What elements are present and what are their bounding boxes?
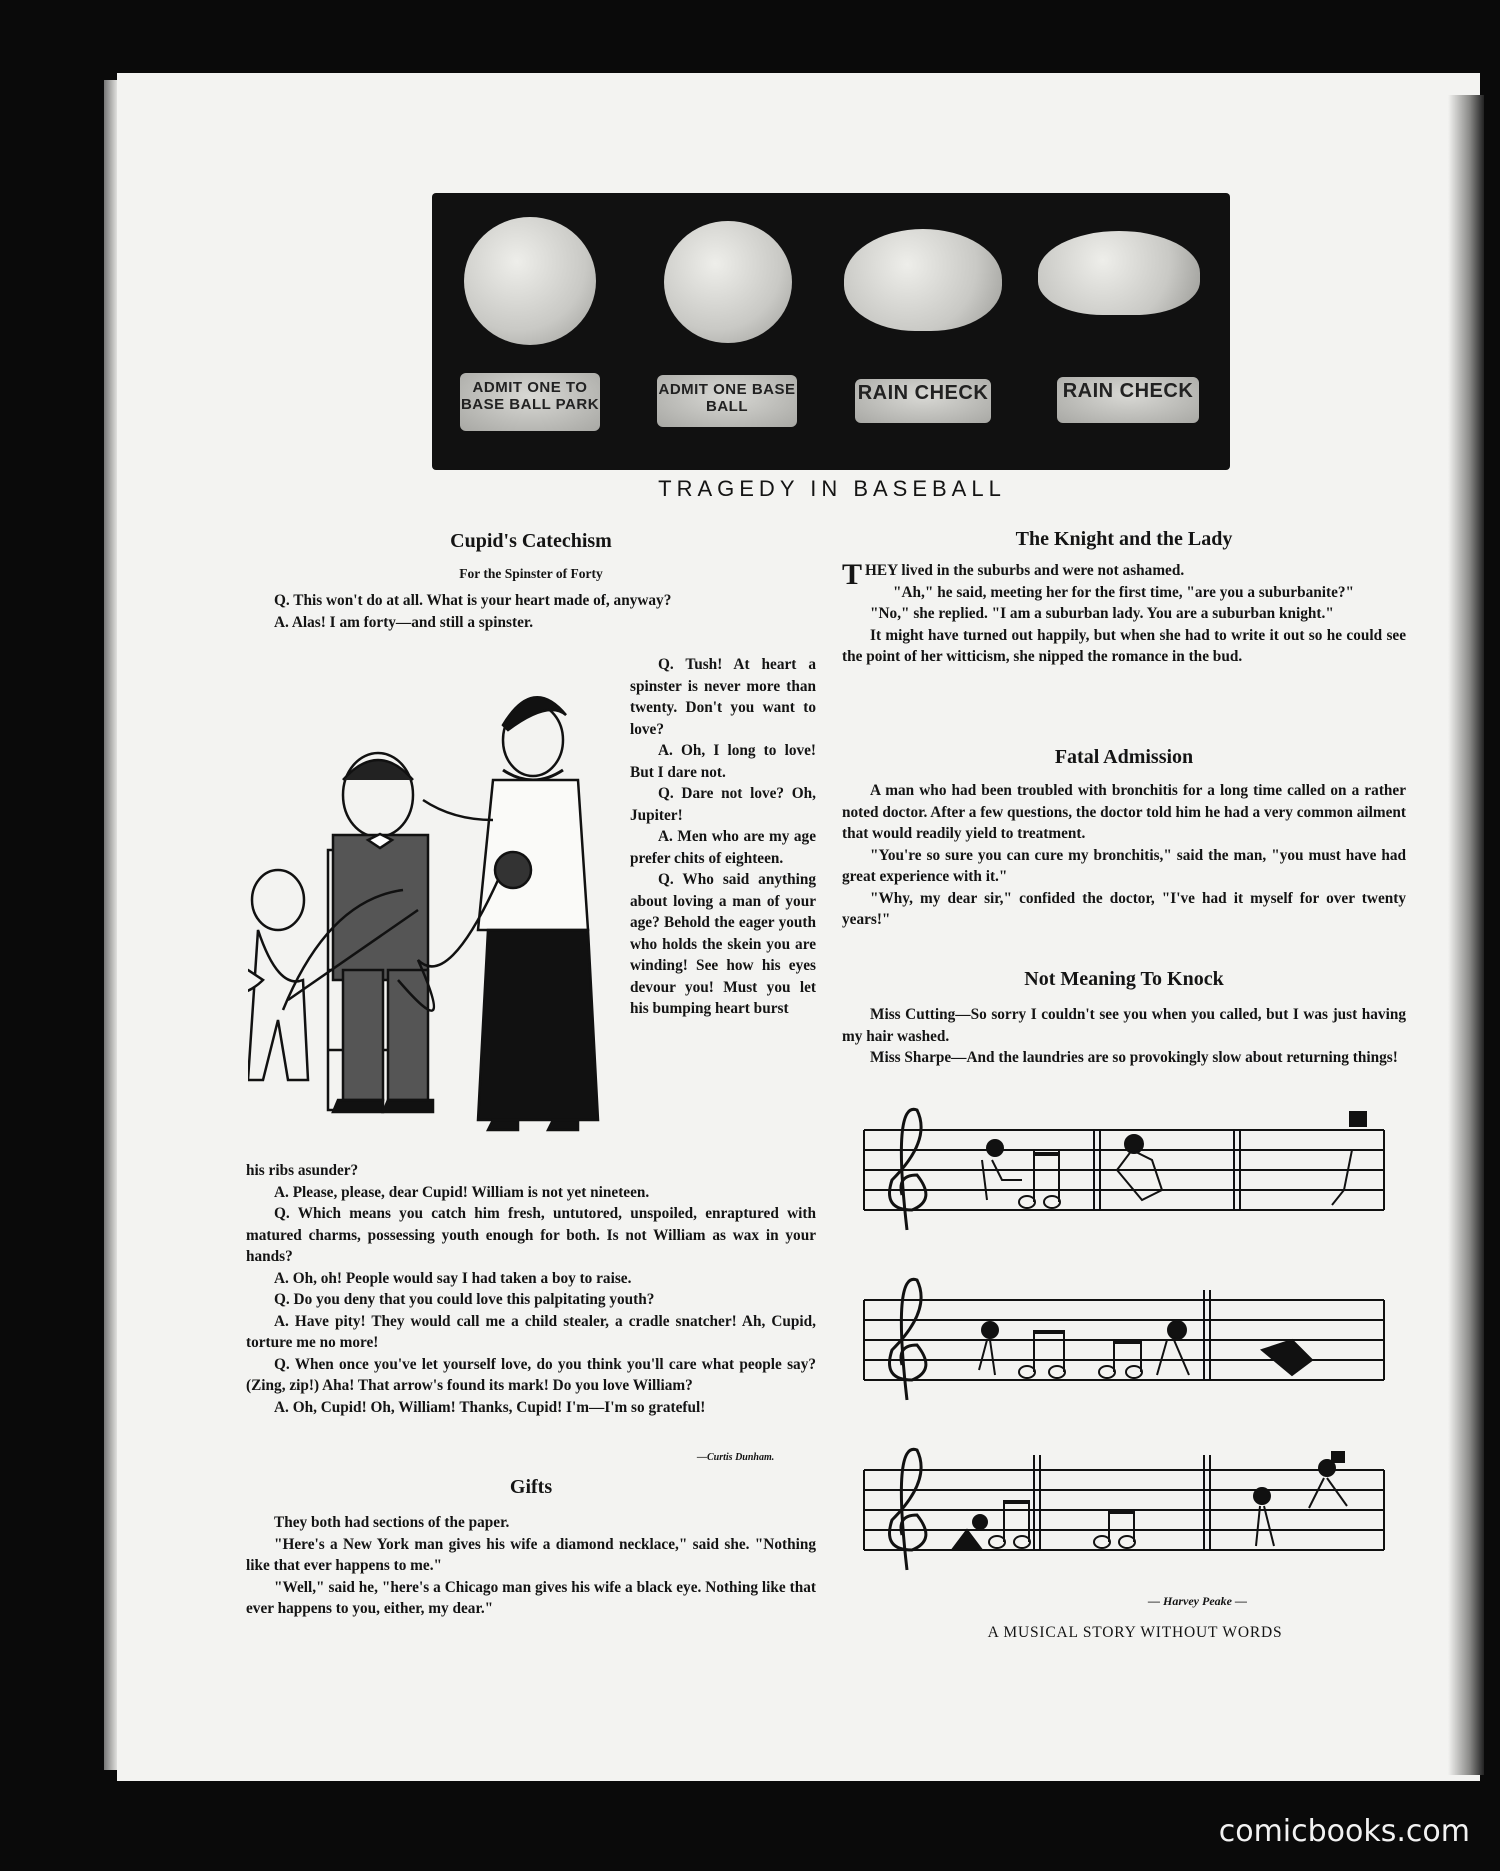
paragraph: Q. This won't do at all. What is your heart made of, anyway?: [274, 592, 672, 609]
paragraph: A. Have pity! They would call me a child stealer, a cradle snatcher! Ah, Cupid, torture me no more!: [246, 1312, 816, 1351]
paragraph: Q. Do you deny that you could love this palpitating youth?: [274, 1291, 655, 1308]
baseball-image: [1038, 231, 1200, 315]
ticket-image: RAIN CHECK: [855, 379, 991, 423]
fatal-title: Fatal Admission: [1054, 746, 1194, 768]
watermark: comicbooks.com: [1218, 1814, 1470, 1849]
paragraph: They both had sections of the paper.: [274, 1514, 510, 1531]
baseball-image: [844, 229, 1002, 331]
music-caption: A MUSICAL STORY WITHOUT WORDS: [987, 1624, 1283, 1641]
paragraph: Miss Cutting—So sorry I couldn't see you when you called, but I was just having my hair washed.: [842, 1006, 1406, 1045]
baseball-image: [464, 217, 596, 345]
paragraph-text: HEY lived in the suburbs and were not ashamed.: [865, 562, 1185, 579]
cupid-subtitle: For the Spinster of Forty: [459, 566, 603, 581]
banner-title: TRAGEDY IN BASEBALL: [658, 476, 1006, 501]
drop-cap: T: [842, 558, 863, 591]
paragraph: "No," she replied. "I am a suburban lady. You are a suburban knight.": [870, 605, 1334, 622]
fatal-body: [842, 780, 1406, 931]
paragraph: "Here's a New York man gives his wife a diamond necklace," said she. "Nothing like that ever happens to me.": [246, 1535, 816, 1574]
baseball-image: [664, 221, 792, 343]
paragraph: A. Men who are my age prefer chits of eighteen.: [630, 828, 816, 867]
paragraph: Q. Dare not love? Oh, Jupiter!: [630, 785, 816, 824]
knight-body: [842, 560, 1406, 668]
ticket-image: ADMIT ONE BASE BALL: [657, 375, 797, 427]
ticket-image: RAIN CHECK: [1057, 377, 1199, 423]
paragraph: Miss Sharpe—And the laundries are so provokingly slow about returning things!: [870, 1049, 1398, 1066]
staff: [864, 1109, 1384, 1230]
paragraph: It might have turned out happily, but when she had to write it out so he could see the point of her witticism, she nipped the romance in the bud.: [842, 626, 1406, 665]
staff: [864, 1279, 1384, 1400]
cupid-narrow-column: [630, 654, 816, 1020]
music-signature: — Harvey Peake —: [1148, 1594, 1247, 1608]
baseball-photo: [432, 193, 1230, 470]
paragraph: Q. Which means you catch him fresh, untutored, unspoiled, enraptured with matured charms, possessing youth enough for both. Is not William as wax in your hands?: [246, 1205, 816, 1265]
cupid-continuation: [246, 1160, 816, 1418]
knock-title: Not Meaning To Knock: [1024, 968, 1224, 990]
staff: [864, 1449, 1384, 1570]
cupid-title: Cupid's Catechism: [450, 530, 612, 552]
paragraph: [842, 558, 1406, 591]
paragraph: "Ah," he said, meeting her for the first time, "are you a suburbanite?": [893, 583, 1355, 601]
page-gutter: [1448, 95, 1484, 1775]
paragraph: Q. Tush! At heart a spinster is never more than twenty. Don't you want to love?: [630, 656, 816, 738]
paragraph: "Well," said he, "here's a Chicago man gives his wife a black eye. Nothing like that ever happens to you, either, my dear.": [246, 1578, 816, 1617]
cupid-illustration: [248, 670, 628, 1140]
paragraph: "You're so sure you can cure my bronchitis," said the man, "you must have had great experience with it.": [842, 846, 1406, 885]
paragraph: A. Please, please, dear Cupid! William is not yet nineteen.: [274, 1183, 650, 1201]
paragraph: A. Oh, Cupid! Oh, William! Thanks, Cupid! I'm—I'm so grateful!: [274, 1398, 706, 1416]
cupid-byline: —Curtis Dunham.: [697, 1452, 775, 1463]
cupid-intro: [246, 590, 816, 633]
paragraph: A. Oh, I long to love! But I dare not.: [630, 742, 816, 781]
knight-title: The Knight and the Lady: [1015, 528, 1233, 550]
ticket-image: ADMIT ONE TO BASE BALL PARK: [460, 373, 600, 431]
knock-body: [842, 1004, 1406, 1069]
paragraph: A. Oh, oh! People would say I had taken a boy to raise.: [274, 1269, 632, 1287]
paragraph: A. Alas! I am forty—and still a spinster.: [274, 613, 534, 631]
paragraph: A man who had been troubled with bronchitis for a long time called on a rather noted doctor. After a few questions, the doctor told him he had a very common ailment that would readily yield to treatment.: [842, 782, 1406, 842]
page-edge: [104, 80, 118, 1770]
gifts-body: [246, 1512, 816, 1620]
paragraph: "Why, my dear sir," confided the doctor, "I've had it myself for over twenty years!": [842, 889, 1406, 928]
paragraph: Q. When once you've let yourself love, do you think you'll care what people say? (Zing, zip!) Aha! That arrow's found its mark! Do you love William?: [246, 1355, 816, 1394]
paragraph: Q. Who said anything about loving a man of your age? Behold the eager youth who holds the skein you are winding! See how his eyes devour you! Must you let his bumping heart burst: [630, 871, 816, 1017]
musical-story-illustration: [862, 1100, 1392, 1620]
gifts-title: Gifts: [509, 1476, 553, 1498]
paragraph: his ribs asunder?: [246, 1162, 359, 1179]
